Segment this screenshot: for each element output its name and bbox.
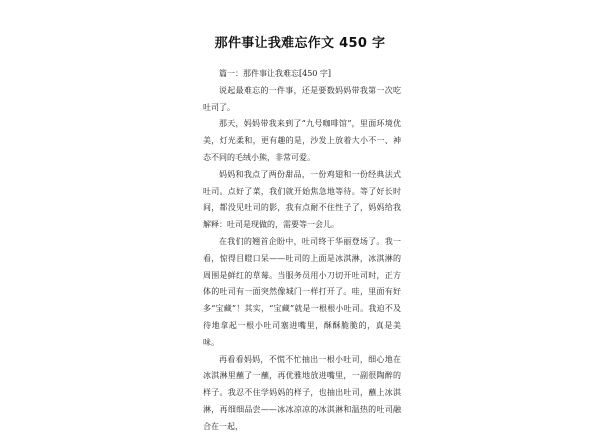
paragraph: 妈妈和我点了两份甜品，一份鸡翅和一份经典法式吐司。点好了菜，我们就开始焦急地等待。等了好长时间，都没见吐司的影，我有点耐不住性子了，妈妈给我解释：吐司是现做的，需要等一会儿。 — [203, 169, 401, 230]
paragraph: 再看看妈妈，不慌不忙抽出一根小吐司，细心地在冰淇淋里蘸了一蘸，再优雅地放进嘴里，一副很陶醉的样子。我忍不住学妈妈的样子，也抽出吐司，蘸上冰淇淋，再细细品尝——冰冰凉凉的冰淇淋和温热的吐司融合在一起， — [203, 354, 401, 431]
section-heading: 篇一：那件事让我难忘[450 字] — [219, 69, 332, 78]
paragraph: 在我们的翘首企盼中，吐司终于华丽登场了。我一看，惊得目瞪口呆——吐司的上面是冰淇淋，冰淇淋的周围是鲜红的草莓。当服务员用小刀切开吐司时，正方体的吐司有一面突然像城门一样打开了。哇，里面有好多“宝藏”！其实，“宝藏”就是一根根小吐司。我迫不及待地拿起一根小吐司塞进嘴里，酥酥脆脆的，真是美味。 — [203, 236, 401, 347]
page-title: 那件事让我难忘作文 450 字 — [214, 36, 386, 51]
document-body — [203, 66, 401, 436]
paragraph: 说起最难忘的一件事，还是要数妈妈带我第一次吃吐司了。 — [203, 85, 401, 112]
paragraph: 那天，妈妈带我来到了“九号咖啡馆”，里面环境优美，灯光柔和，更有趣的是，沙发上放着大小不一、神态不同的毛绒小熊，非常可爱。 — [203, 119, 401, 162]
